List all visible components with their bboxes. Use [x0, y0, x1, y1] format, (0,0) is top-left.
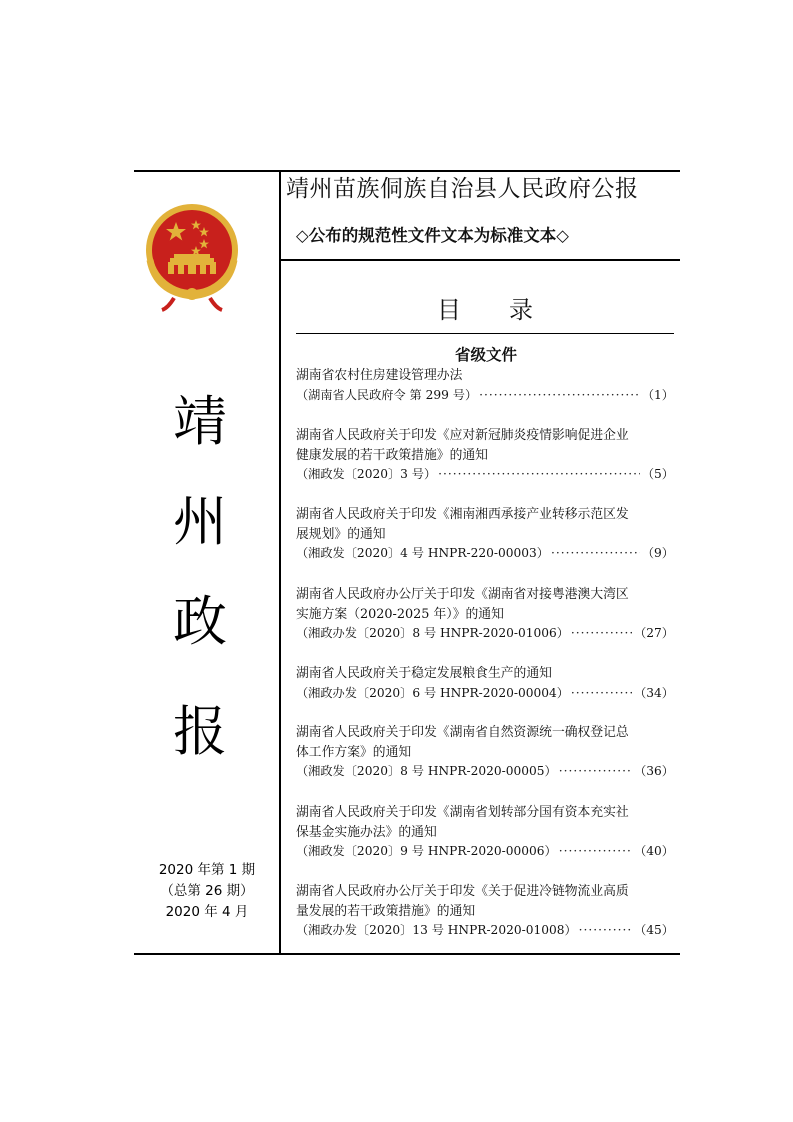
- column-divider: [279, 170, 281, 955]
- entry-ref: （湘政发〔2020〕4 号 HNPR-220-00003）: [296, 546, 549, 560]
- leader-dots: [571, 684, 632, 704]
- entry-title-line: 量发展的若干政策措施》的通知: [296, 903, 476, 919]
- toc-heading-char: 目: [437, 296, 463, 324]
- entry-page: （34）: [634, 685, 674, 700]
- entry-title-line: 展规划》的通知: [296, 526, 386, 542]
- entry-title-line: 湖南省人民政府办公厅关于印发《湖南省对接粤港澳大湾区: [296, 587, 629, 602]
- entry-title-line: 湖南省人民政府关于印发《湘南湘西承接产业转移示范区发: [296, 507, 629, 522]
- entry-page: （27）: [634, 626, 674, 640]
- masthead-char: 靖: [173, 390, 227, 453]
- title-rule: [281, 259, 680, 261]
- entry-title-line: 实施方案（2020-2025 年）》的通知: [296, 606, 504, 622]
- toc-entry[interactable]: [296, 664, 674, 703]
- entry-title-line: 湖南省人民政府关于稳定发展粮食生产的通知: [296, 666, 552, 681]
- entry-page: （40）: [634, 844, 674, 858]
- entry-page: （5）: [641, 467, 674, 481]
- toc-rule: [296, 333, 674, 334]
- masthead-char: 政: [173, 590, 227, 653]
- leader-dots: [438, 465, 640, 485]
- toc-entry[interactable]: [296, 803, 674, 862]
- publication-subtitle: ◇公布的规范性文件文本为标准文本◇: [296, 226, 569, 245]
- leader-dots: [559, 762, 632, 782]
- leader-dots: [551, 544, 640, 564]
- entry-ref: （湘政办发〔2020〕6 号 HNPR-2020-00004）: [296, 685, 569, 700]
- toc-entry[interactable]: [296, 426, 674, 485]
- entry-title-line: 保基金实施办法》的通知: [296, 824, 437, 840]
- entry-ref: （湘政办发〔2020〕13 号 HNPR-2020-01008）: [296, 923, 577, 937]
- bottom-rule: [134, 953, 680, 955]
- toc-entry[interactable]: [296, 505, 674, 564]
- entry-page: （45）: [634, 923, 674, 937]
- entry-ref: （湘政办发〔2020〕8 号 HNPR-2020-01006）: [296, 626, 569, 640]
- leader-dots: [559, 842, 632, 862]
- masthead-char: 报: [173, 700, 227, 763]
- toc-entry[interactable]: [296, 723, 674, 782]
- leader-dots: [479, 386, 640, 406]
- entry-title-line: 湖南省农村住房建设管理办法: [296, 368, 463, 383]
- entry-title-line: 湖南省人民政府办公厅关于印发《关于促进冷链物流业高质: [296, 884, 629, 899]
- toc-heading: [296, 290, 676, 325]
- toc-heading-char: 录: [509, 296, 535, 324]
- masthead-char: 州: [173, 490, 227, 553]
- publication-title: 靖州苗族侗族自治县人民政府公报: [286, 176, 639, 202]
- leader-dots: [571, 624, 632, 644]
- entry-title-line: 湖南省人民政府关于印发《应对新冠肺炎疫情影响促进企业: [296, 428, 629, 443]
- issue-number: 2020 年第 1 期: [158, 862, 256, 878]
- national-emblem-icon: [138, 200, 246, 312]
- leader-dots: [579, 921, 632, 941]
- issue-date: 2020 年 4 月: [165, 904, 249, 920]
- entry-ref: （湘政发〔2020〕9 号 HNPR-2020-00006）: [296, 844, 557, 858]
- toc-entry[interactable]: [296, 882, 674, 941]
- entry-page: （9）: [641, 546, 674, 560]
- entry-ref: （湘政发〔2020〕3 号）: [296, 467, 437, 481]
- entry-page: （36）: [634, 764, 674, 778]
- section-title: 省级文件: [454, 346, 517, 364]
- entry-ref: （湖南省人民政府令 第 299 号）: [296, 387, 478, 402]
- entry-ref: （湘政发〔2020〕8 号 HNPR-2020-00005）: [296, 764, 557, 778]
- entry-title-line: 健康发展的若干政策措施》的通知: [296, 447, 488, 463]
- entry-page: （1）: [641, 387, 674, 402]
- toc-entry[interactable]: [296, 585, 674, 644]
- toc-entry[interactable]: [296, 366, 674, 405]
- entry-title-line: 湖南省人民政府关于印发《湖南省自然资源统一确权登记总: [296, 725, 629, 740]
- entry-title-line: 体工作方案》的通知: [296, 744, 412, 760]
- entry-title-line: 湖南省人民政府关于印发《湖南省划转部分国有资本充实社: [296, 805, 629, 820]
- issue-total: （总第 26 期）: [160, 883, 254, 899]
